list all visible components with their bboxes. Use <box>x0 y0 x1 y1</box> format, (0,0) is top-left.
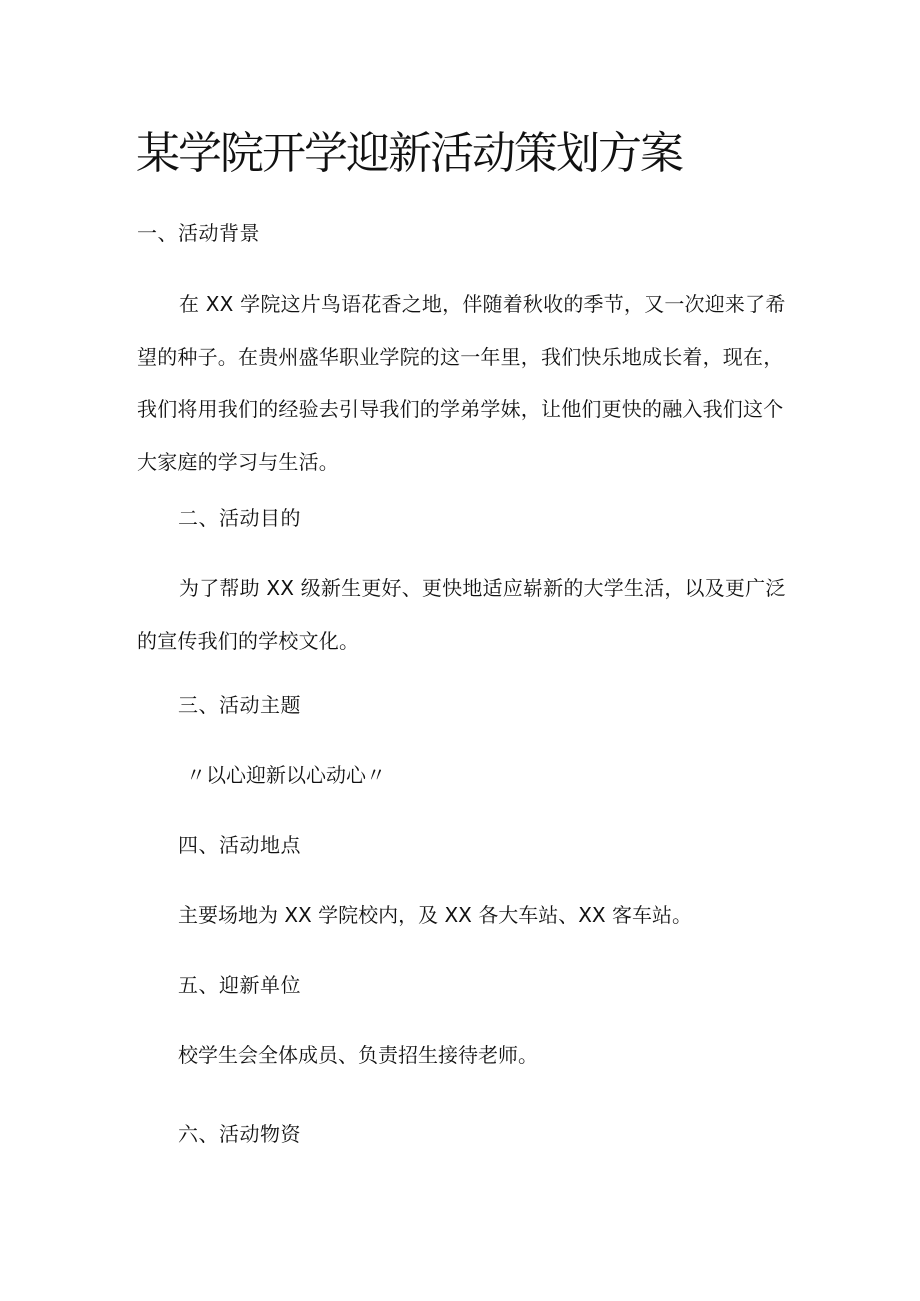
paragraph-line: 在 XX 学院这片鸟语花香之地，伴随着秋收的季节，又一次迎来了希 <box>179 292 786 316</box>
paragraph-purpose <box>137 562 787 667</box>
section-heading-location: 四、活动地点 <box>178 833 301 857</box>
theme-text: 〃以心迎新以心动心〃 <box>186 763 386 787</box>
paragraph-line: 的宣传我们的学校文化。 <box>137 628 360 653</box>
section-heading-materials: 六、活动物资 <box>178 1122 301 1146</box>
paragraph-line: 为了帮助 XX 级新生更好、更快地适应崭新的大学生活，以及更广泛 <box>179 576 786 600</box>
section-heading-background: 一、活动背景 <box>137 221 260 245</box>
section-heading-purpose: 二、活动目的 <box>178 506 301 530</box>
paragraph-line: 望的种子。在贵州盛华职业学院的这一年里，我们快乐地成长着，现在， <box>137 344 784 369</box>
paragraph-line: 大家庭的学习与生活。 <box>137 449 339 474</box>
section-heading-units: 五、迎新单位 <box>178 973 301 997</box>
location-text: 主要场地为 XX 学院校内，及 XX 各大车站、XX 客车站。 <box>178 903 692 927</box>
paragraph-background <box>137 278 787 488</box>
units-text: 校学生会全体成员、负责招生接待老师。 <box>178 1043 538 1067</box>
document-title: 某学院开学迎新活动策划方案 <box>136 128 682 179</box>
paragraph-line: 我们将用我们的经验去引导我们的学弟学妹，让他们更快的融入我们这个 <box>137 397 784 422</box>
section-heading-theme: 三、活动主题 <box>178 693 301 717</box>
